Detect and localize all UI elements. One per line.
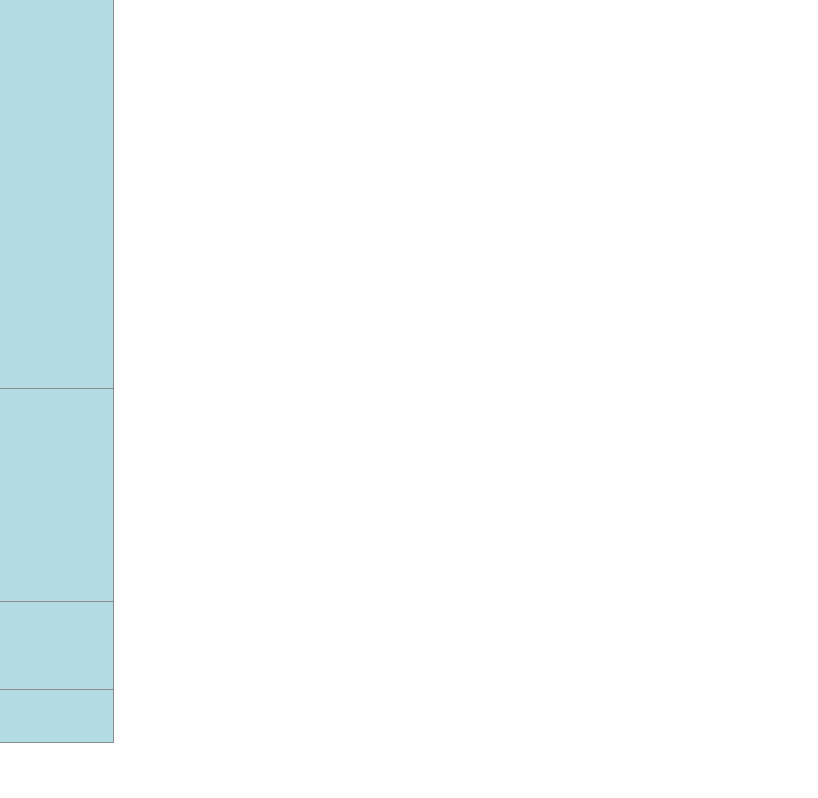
category-label bbox=[0, 690, 114, 743]
category-label bbox=[0, 602, 114, 690]
category-label bbox=[0, 0, 114, 389]
category-label bbox=[0, 389, 114, 602]
